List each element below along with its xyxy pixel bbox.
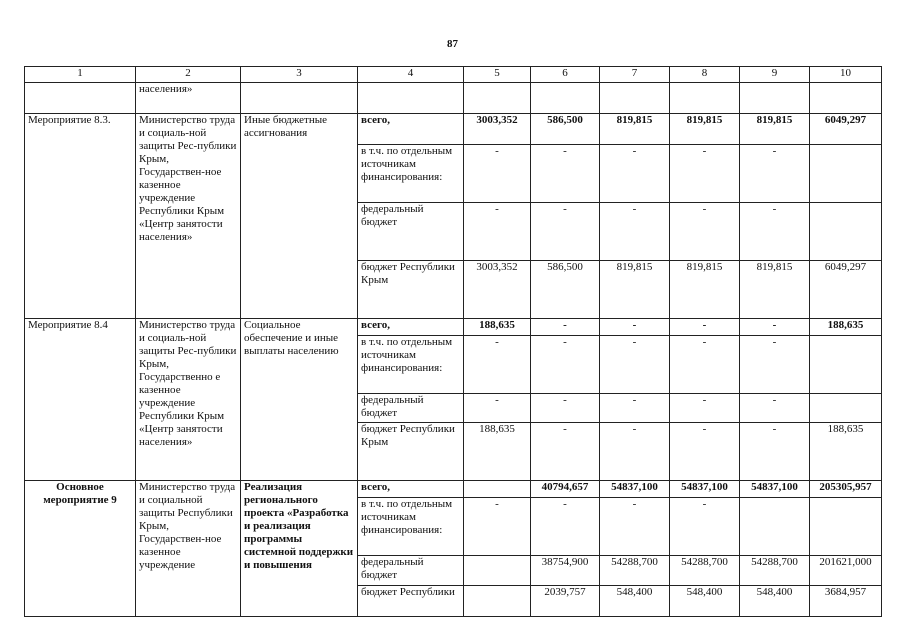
table-cell: населения» (136, 83, 241, 114)
table-cell (810, 83, 882, 114)
source-cell: в т.ч. по отдельным источникам финансирования: (358, 145, 464, 203)
source-cell: всего, (358, 319, 464, 336)
value-cell: - (600, 498, 670, 556)
table-row (25, 319, 882, 336)
measure-cell: Основное мероприятие 9 (25, 481, 136, 617)
value-cell: 2039,757 (531, 586, 600, 617)
value-cell (810, 145, 882, 203)
value-cell (810, 336, 882, 394)
value-cell: - (531, 394, 600, 423)
source-cell: федеральный бюджет (358, 203, 464, 261)
value-cell: - (600, 319, 670, 336)
table-cell (670, 83, 740, 114)
column-number: 9 (740, 67, 810, 83)
value-cell (464, 556, 531, 586)
column-number: 4 (358, 67, 464, 83)
value-cell: 188,635 (810, 423, 882, 481)
value-cell: 54837,100 (740, 481, 810, 498)
column-number: 1 (25, 67, 136, 83)
value-cell (740, 498, 810, 556)
description-cell: Иные бюджетные ассигнования (241, 114, 358, 319)
value-cell: - (464, 394, 531, 423)
source-cell: в т.ч. по отдельным источникам финансирования: (358, 498, 464, 556)
table-cell (531, 83, 600, 114)
executor-cell: Министерство труда и социаль-ной защиты Рес-публики Крым, Государствен-ное казенное учреждение Республики Крым «Центр занятости населения» (136, 114, 241, 319)
value-cell: - (670, 336, 740, 394)
table-cell (464, 83, 531, 114)
value-cell: 38754,900 (531, 556, 600, 586)
source-cell: всего, (358, 481, 464, 498)
value-cell: - (670, 423, 740, 481)
value-cell: 54288,700 (670, 556, 740, 586)
value-cell: - (600, 336, 670, 394)
value-cell: 54837,100 (670, 481, 740, 498)
value-cell: - (740, 423, 810, 481)
value-cell: 40794,657 (531, 481, 600, 498)
column-number: 7 (600, 67, 670, 83)
value-cell (810, 203, 882, 261)
source-cell: всего, (358, 114, 464, 145)
value-cell: - (531, 336, 600, 394)
value-cell: - (464, 145, 531, 203)
column-number: 3 (241, 67, 358, 83)
value-cell: 819,815 (600, 261, 670, 319)
page-number: 87 (447, 38, 458, 50)
value-cell: - (670, 498, 740, 556)
value-cell: - (531, 423, 600, 481)
value-cell: 188,635 (810, 319, 882, 336)
value-cell: 819,815 (600, 114, 670, 145)
value-cell: - (464, 336, 531, 394)
value-cell: 54288,700 (740, 556, 810, 586)
value-cell: - (531, 498, 600, 556)
value-cell: - (464, 203, 531, 261)
column-number: 5 (464, 67, 531, 83)
value-cell: 201621,000 (810, 556, 882, 586)
description-cell: Реализация регионального проекта «Разработка и реализация программы системной поддержки и повышения (241, 481, 358, 617)
value-cell: - (740, 394, 810, 423)
measure-cell: Мероприятие 8.3. (25, 114, 136, 319)
column-number: 10 (810, 67, 882, 83)
source-cell: бюджет Республики (358, 586, 464, 617)
value-cell: - (600, 423, 670, 481)
budget-table (24, 66, 882, 617)
table-cell (25, 83, 136, 114)
source-cell: бюджет Республики Крым (358, 261, 464, 319)
source-cell: федеральный бюджет (358, 394, 464, 423)
value-cell: - (740, 203, 810, 261)
value-cell: - (464, 498, 531, 556)
value-cell: - (600, 145, 670, 203)
value-cell (810, 394, 882, 423)
value-cell: 3003,352 (464, 114, 531, 145)
value-cell: 6049,297 (810, 114, 882, 145)
table-row (25, 481, 882, 498)
value-cell: 3684,957 (810, 586, 882, 617)
value-cell: 586,500 (531, 114, 600, 145)
value-cell: 586,500 (531, 261, 600, 319)
value-cell: - (740, 145, 810, 203)
value-cell: 819,815 (740, 114, 810, 145)
measure-cell: Мероприятие 8.4 (25, 319, 136, 481)
value-cell: - (740, 336, 810, 394)
value-cell: 3003,352 (464, 261, 531, 319)
continuation-row (25, 83, 882, 114)
value-cell: 548,400 (600, 586, 670, 617)
value-cell: 548,400 (670, 586, 740, 617)
value-cell: 819,815 (670, 261, 740, 319)
source-cell: федеральный бюджет (358, 556, 464, 586)
header-row (25, 67, 882, 83)
value-cell: - (670, 319, 740, 336)
value-cell: - (670, 394, 740, 423)
value-cell: 819,815 (670, 114, 740, 145)
value-cell (464, 586, 531, 617)
value-cell: - (531, 203, 600, 261)
table-cell (740, 83, 810, 114)
value-cell: - (600, 394, 670, 423)
value-cell: 188,635 (464, 319, 531, 336)
table-row (25, 114, 882, 145)
table-cell (600, 83, 670, 114)
value-cell: 6049,297 (810, 261, 882, 319)
value-cell: - (670, 203, 740, 261)
value-cell: 819,815 (740, 261, 810, 319)
value-cell: 205305,957 (810, 481, 882, 498)
value-cell: - (740, 319, 810, 336)
value-cell: 188,635 (464, 423, 531, 481)
table-cell (241, 83, 358, 114)
value-cell: 548,400 (740, 586, 810, 617)
value-cell: - (670, 145, 740, 203)
value-cell (464, 481, 531, 498)
value-cell: - (531, 319, 600, 336)
value-cell: - (531, 145, 600, 203)
description-cell: Социальное обеспечение и иные выплаты населению (241, 319, 358, 481)
column-number: 8 (670, 67, 740, 83)
value-cell: 54288,700 (600, 556, 670, 586)
value-cell: - (600, 203, 670, 261)
value-cell: 54837,100 (600, 481, 670, 498)
executor-cell: Министерство труда и социаль-ной защиты Рес-публики Крым, Государственно е казенное учреждение Республики Крым «Центр занятости населения» (136, 319, 241, 481)
source-cell: бюджет Республики Крым (358, 423, 464, 481)
executor-cell: Министерство труда и социальной защиты Республики Крым, Государствен-ное казенное учреждение (136, 481, 241, 617)
value-cell (810, 498, 882, 556)
table-cell (358, 83, 464, 114)
column-number: 6 (531, 67, 600, 83)
source-cell: в т.ч. по отдельным источникам финансирования: (358, 336, 464, 394)
column-number: 2 (136, 67, 241, 83)
